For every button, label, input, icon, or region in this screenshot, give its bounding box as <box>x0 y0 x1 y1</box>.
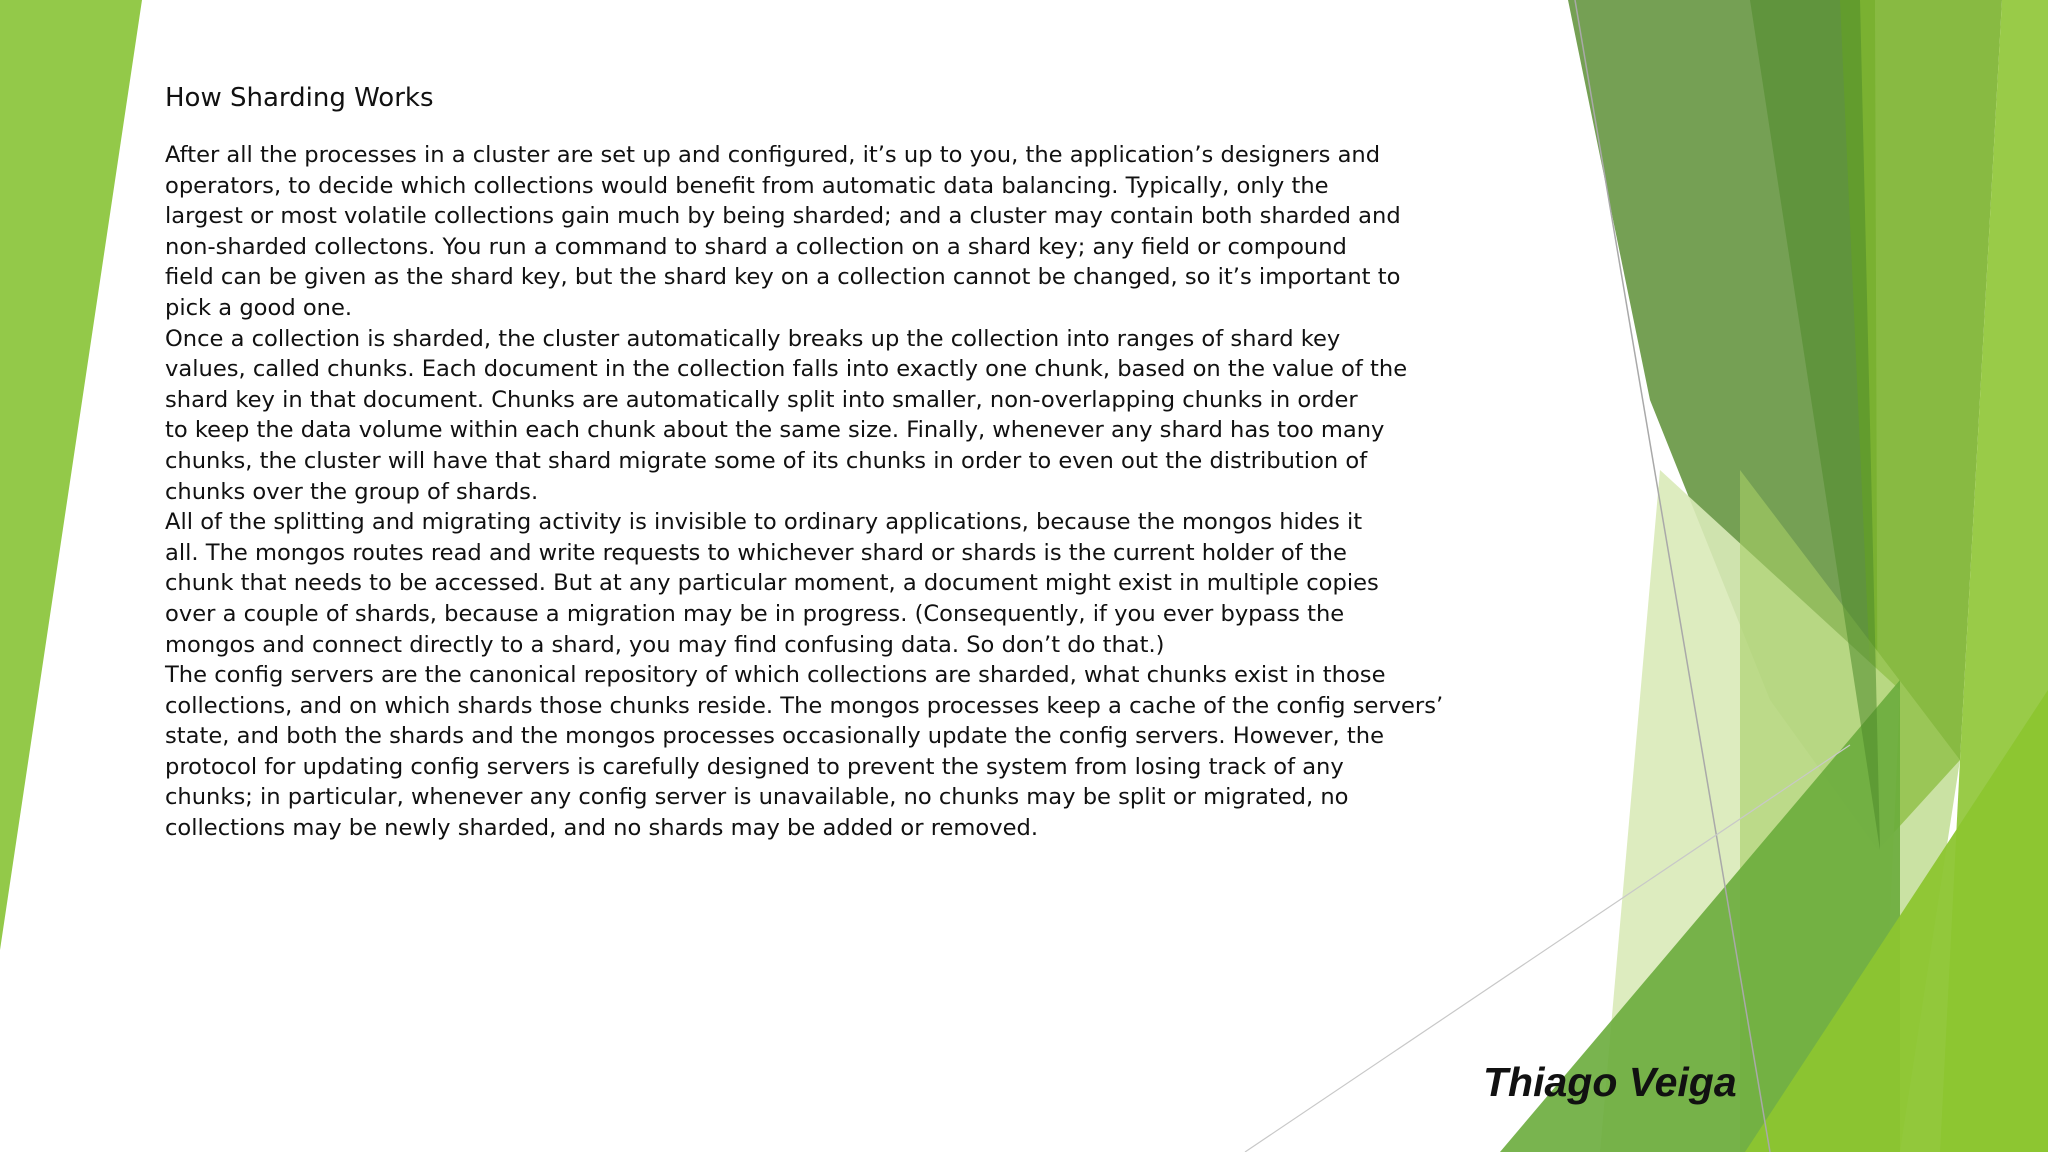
paragraph-line: pick a good one. <box>165 294 353 321</box>
paragraph-2 <box>165 324 1485 508</box>
paragraph-line: collections, and on which shards those chunks reside. The mongos processes keep a cache of the config servers’ <box>165 692 1444 719</box>
paragraph-line: shard key in that document. Chunks are automatically split into smaller, non-overlapping chunks in order <box>165 386 1358 413</box>
left-green-wedge <box>0 0 142 950</box>
paragraph-line: collections may be newly sharded, and no shards may be added or removed. <box>165 815 1039 842</box>
paragraph-line: chunks, the cluster will have that shard migrate some of its chunks in order to even out the distribution of <box>165 447 1368 474</box>
paragraph-line: mongos and connect directly to a shard, you may find confusing data. So don’t do that.) <box>165 631 1165 658</box>
paragraph-line: The config servers are the canonical repository of which collections are sharded, what chunks exist in those <box>165 662 1386 689</box>
paragraph-4 <box>165 660 1485 844</box>
paragraph-line: values, called chunks. Each document in the collection falls into exactly one chunk, based on the value of the <box>165 356 1408 383</box>
paragraph-line: chunk that needs to be accessed. But at any particular moment, a document might exist in multiple copies <box>165 570 1379 597</box>
paragraph-line: state, and both the shards and the mongos processes occasionally update the config servers. However, the <box>165 723 1384 750</box>
paragraph-line: operators, to decide which collections would benefit from automatic data balancing. Typically, only the <box>165 172 1329 199</box>
paragraph-line: over a couple of shards, because a migration may be in progress. (Consequently, if you ever bypass the <box>165 600 1345 627</box>
paragraph-line: to keep the data volume within each chunk about the same size. Finally, whenever any shard has too many <box>165 417 1385 444</box>
paragraph-line: field can be given as the shard key, but the shard key on a collection cannot be changed, so it’s important to <box>165 264 1401 291</box>
paragraph-line: All of the splitting and migrating activity is invisible to ordinary applications, because the mongos hides it <box>165 509 1363 536</box>
paragraph-line: non-sharded collectons. You run a command to shard a collection on a shard key; any field or compound <box>165 233 1347 260</box>
slide-title: How Sharding Works <box>165 83 434 113</box>
paragraph-3 <box>165 507 1485 660</box>
paragraph-line: largest or most volatile collections gain much by being sharded; and a cluster may contain both sharded and <box>165 203 1401 230</box>
paragraph-line: chunks over the group of shards. <box>165 478 539 505</box>
slide-content <box>165 78 1485 844</box>
paragraph-line: all. The mongos routes read and write requests to whichever shard or shards is the current holder of the <box>165 539 1347 566</box>
paragraph-line: protocol for updating config servers is carefully designed to prevent the system from losing track of any <box>165 753 1344 780</box>
author-name: Thiago Veiga <box>1483 1059 1737 1105</box>
paragraph-1 <box>165 140 1485 324</box>
paragraph-line: chunks; in particular, whenever any config server is unavailable, no chunks may be split or migrated, no <box>165 784 1349 811</box>
paragraph-line: Once a collection is sharded, the cluster automatically breaks up the collection into ranges of shard key <box>165 325 1341 352</box>
paragraph-line: After all the processes in a cluster are set up and configured, it’s up to you, the application’s designers and <box>165 142 1381 168</box>
